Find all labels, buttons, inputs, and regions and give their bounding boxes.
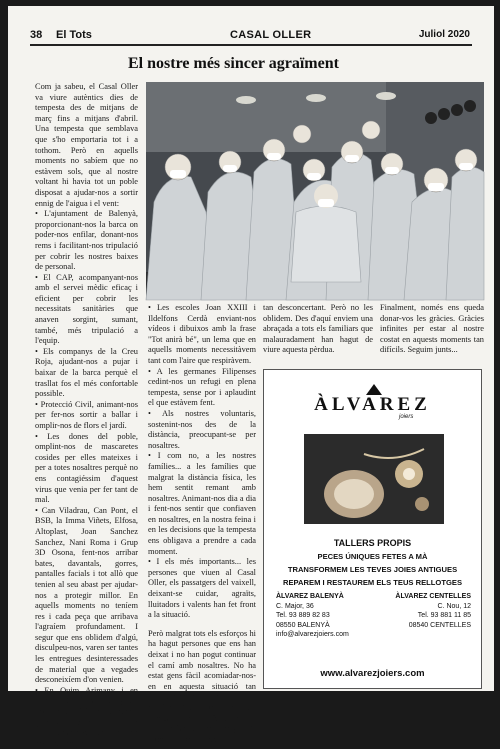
article-column-2	[148, 303, 256, 744]
jeweler-advertisement	[263, 369, 482, 689]
article-column-1	[35, 82, 138, 748]
store-centelles	[395, 592, 471, 630]
paragraph: • L'ajuntament de Balenyà, proporcionant-nos la barca on poder-nos enfilar, donant-nos rems i facilitant-nos tripulació per cobrir les nostres baixes de personal.	[35, 209, 138, 272]
ad-line: REPAREM I RESTAUREM ELS TEUS RELLOTGES	[282, 578, 463, 587]
paragraph: Com ja sabeu, el Casal Oller va viure autèntics dies de tempesta des de mitjans de març fins a mitjans d'abril. Una tempesta que semblava que s'ho emportaria tot i a tothom. Però en aquells moments no sabíem que no estàvem sols, que al nostre voltant hi havia tot un poble disposat a ajudar-nos a sortir ennig de l'aigua i el vent:	[35, 82, 138, 208]
paragraph: Finalment, només ens queda donar-vos les gràcies. Gràcies infinites per estar al nostre costat en aquests moments tan difícils. Seguim junts...	[380, 303, 484, 355]
paragraph: • Les escoles Joan XXIII i Ildelfons Cerdà enviant-nos vídeos i dibuixos amb la frase "Tot anirà bé", un lema que en aquells moments necessitàvem tant com l'aire que respiràvem.	[148, 303, 256, 365]
paragraph: • El CAP, acompanyant-nos amb el servei mèdic eficaç i eficient per cobrir les necessitats sanitàries que anaven sorgint, sumant, també, més tripulació a l'equip.	[35, 272, 138, 346]
paragraph: • En Quim Arimany i en Narcís Casadevall arreglant-nos, sense dubtar en entrar (protegits, es clar!), tot allò que s'espatllava i nosaltres no podíem arreglar.	[35, 685, 138, 748]
paragraph: • Les dones del poble, omplint-nos de mascaretes cosides per elles mateixes i per a totes nosaltres perquè no ens contagiéssim d'aquest virus que venia per fer tant de mal.	[35, 431, 138, 505]
store-street: C. Major, 36	[276, 602, 314, 610]
newspaper-page	[8, 6, 494, 748]
store-phone: Tel. 93 881 11 85	[417, 612, 471, 620]
paragraph: • Els companys de la Creu Roja, ajudant-nos a pujar i baixar de la barca perquè el trasllat fos el més confortable possible.	[35, 346, 138, 399]
section-name: El Tots	[56, 29, 92, 41]
jewelry-photo	[304, 434, 444, 524]
paragraph: tan desconcertant. Però no les oblidem. Des d'aquí enviem una abraçada a tots els familiars que malauradament han hagut de viure aquesta pèrdua.	[263, 303, 373, 355]
article-title: El nostre més sincer agraïment	[128, 55, 339, 72]
paragraph: • Als nostres voluntaris, sostenint-nos des de la distància, preocupant-se per nosaltres.	[148, 408, 256, 450]
store-street: C. Nou, 12	[437, 602, 471, 610]
paragraph: • Protecció Civil, animant-nos per fer-nos sortir a ballar i omplir-nos de flors el jardí.	[35, 399, 138, 430]
store-city: 08540 CENTELLES	[408, 621, 471, 629]
staff-group-photo	[146, 82, 484, 300]
paragraph: • A les germanes Filipenses cedint-nos un refugi en plena tempesta, sense por i aplaudint el que estàvem fent.	[148, 366, 256, 408]
store-phone: Tel. 93 889 82 83	[276, 612, 330, 620]
ad-headline: TALLERS PROPIS	[333, 538, 412, 548]
store-email: info@alvarezjoiers.com	[276, 631, 349, 639]
ad-logo-subtitle: joiers	[399, 414, 414, 420]
ad-logo: ÀLVAREZ	[314, 394, 431, 415]
store-city: 08550 BALENYÀ	[276, 621, 330, 629]
issue-date: Juliol 2020	[418, 29, 470, 40]
header-rule	[30, 44, 472, 46]
page-number: 38	[30, 29, 43, 41]
store-name: ÀLVAREZ BALENYÀ	[276, 593, 344, 600]
article-column-3	[263, 303, 373, 363]
paragraph: • I com no, a les nostres famílies... a les famílies que malgrat la distància física, les hem sentit remant amb nosaltres. Animant-nos dia a dia i fent-nos sentir que confiaven en nosaltres, en la nostra feina i en les decisions que la tempesta ens obligava a prendre a cada moment.	[148, 451, 256, 556]
paragraph: Però malgrat tots els esforços hi ha hagut persones que ens han deixat i no han pogut continuar el camí amb nosaltres. No ha estat gens fàcil acomiadar-nos-en en aquesta situació tan desconcertant. Però no les oblidem. Des d'aquí enviem una abraçada a tots els familiars que malauradament han hagut de viure aquesta pèrdua.	[148, 628, 256, 744]
paragraph: • Can Viladrau, Can Pont, el BSB, la Imma Viñets, Elfosa, Altoplast, Joan Sanchez Sanchez, Nani Roma i Grup 3D Osona, fent-nos arribar bates, davantals, gorres, pantalles facials i tot allò que tenien al seu abast per ajudar-nos a protegir millor. En aquells moments no teníem res i cada peça que arribava l'agraíem profundament. I segur que ens oblidem d'algú, disculpeu-nos, varen ser tantes les entregues desinteressades de material que a vegades desconeixíem d'on venien.	[35, 505, 138, 685]
article-column-4	[380, 303, 484, 363]
magazine-name: CASAL OLLER	[230, 29, 312, 41]
store-balenya	[276, 592, 349, 640]
paragraph: • I els més importants... les persones que viuen al Casal Oller, els passatgers del vaixell, deixant-se cuidar, agraïts, lluitadors i valents han fet front a la situació.	[148, 557, 256, 620]
page-header	[30, 29, 470, 43]
ad-line: TRANSFORMEM LES TEVES JOIES ANTIGUES	[287, 565, 458, 574]
ad-website: www.alvarezjoiers.com	[320, 668, 425, 679]
ad-line: PECES ÚNIQUES FETES A MÀ	[317, 552, 428, 561]
store-name: ÀLVAREZ CENTELLES	[395, 593, 471, 600]
